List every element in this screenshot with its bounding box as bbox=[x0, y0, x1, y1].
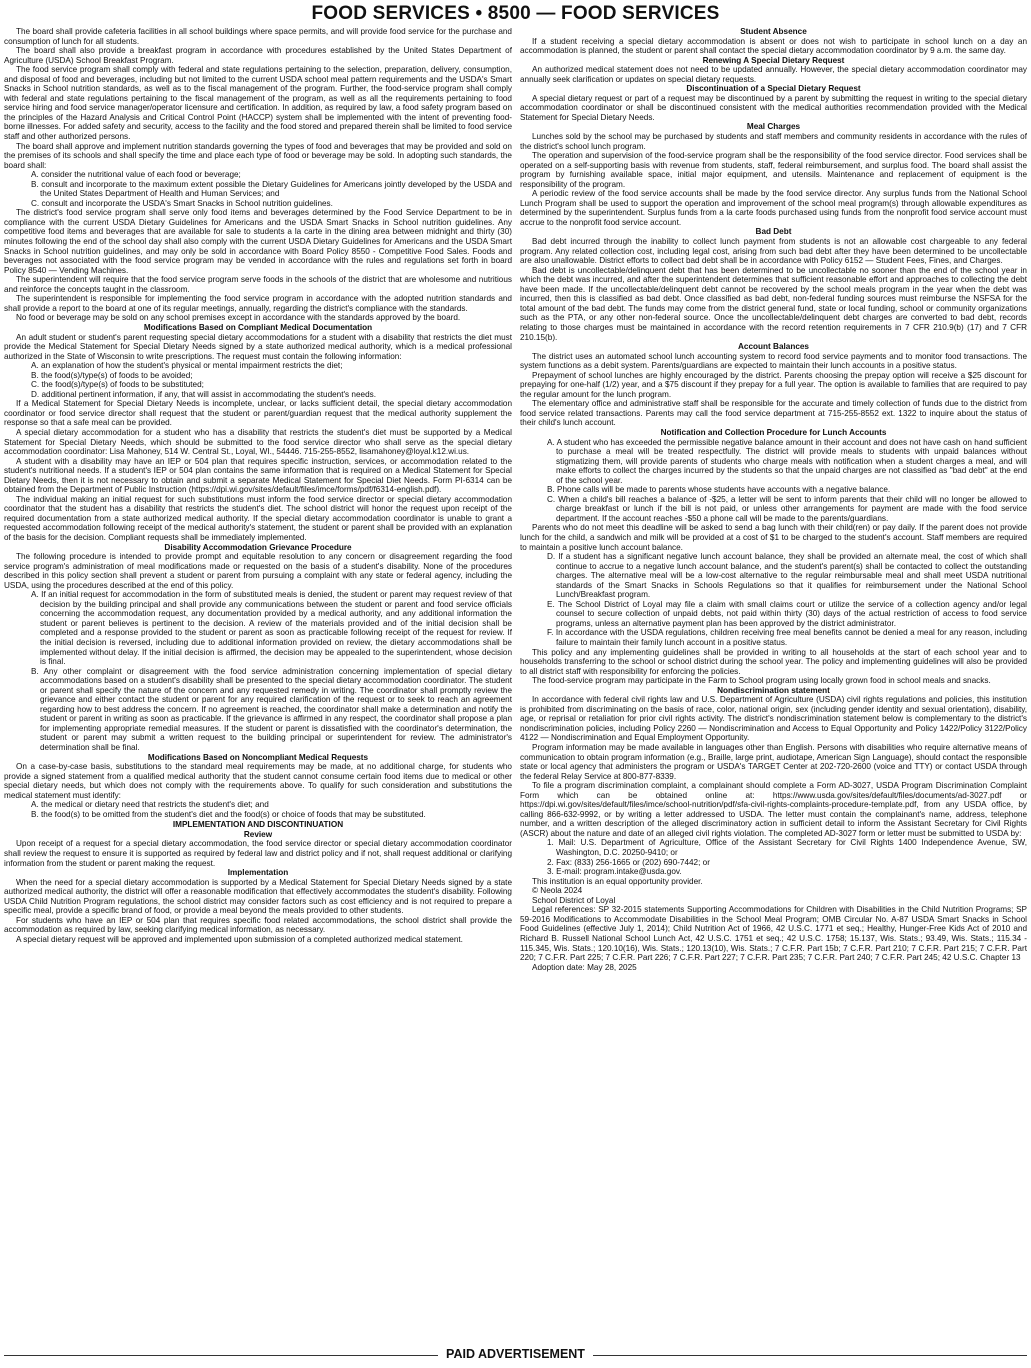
list-item: 3. E-mail: program.intake@usda.gov. bbox=[547, 867, 682, 877]
paragraph: The food service program shall comply with federal and state regulations pertaining to the selection, preparation, delivery, consumption, and disposal of food and beverages, including but not limited to the current USDA school meal pattern requirements and the USDA's Smart Snacks in School nutrition standards, as well as to the fiscal management of the program. Further, the food-service program shall comply with federal and state regulations pertaining to the fiscal management of the program, as well as all the requirements pertaining to food service hiring and food service manager/operator licensure and certification. In addition, as required by law, a food safety program based on the principles of the Hazard Analysis and Critical Control Point (HACCP) system shall be implemented with the intent of preventing food-borne illnesses. For added safety and security, access to the facility and the food stored and prepared therein shall be limited to food service staff and other authorized persons. bbox=[4, 65, 512, 142]
list-item: B. consult and incorporate to the maximum extent possible the Dietary Guidelines for Americans jointly developed by the USDA and the United States Department of Health and Human Services; and bbox=[31, 179, 512, 199]
copyright: © Neola 2024 bbox=[532, 886, 583, 896]
section-heading: Bad Debt bbox=[755, 227, 792, 237]
paragraph: The individual making an initial request for such substitutions must inform the food service director or special dietary accommodation coordinator that the student has a disability that restricts the student's diet. The school district will honor the request upon receipt of the required documentation from a state authorized medical authority. If the special dietary accommodation coordinator is unable to grant a requested accommodation following receipt of the medical authority's statement, the student or parent shall be provided with an explanation of the basis for the decision. Compliant requests shall be immediately implemented. bbox=[4, 494, 512, 542]
list-item: C. When a child's bill reaches a balance of -$25, a letter will be sent to inform parents that their child will no longer be allowed to charge breakfast or lunch if the bill is not paid, or unless other arrangements for payment are made with the food service department. If the account reaches -$50 a phone call will be made to the parents/guardians. bbox=[547, 494, 1027, 523]
paragraph: The district's food service program shall serve only food items and beverages determined by the Food Service Department to be in compliance with the current USDA Dietary Guidelines for Americans and the USDA Smart Snacks in School nutrition guidelines. Any competitive food items and beverages that are available for sale to students a la carte in the dining area between midnight and thirty (30) minutes following the end of the school day shall also comply with the current USDA Dietary Guidelines for Americans and the USDA Smart Snacks in School nutrition guidelines, and may only be sold in accordance with Board Policy 8550 - Competitive Food Sales. Foods and beverages not associated with the food service program may be vended in accordance with the rules and regulations set forth in board Policy 8540 — Vending Machines. bbox=[4, 208, 512, 275]
footer bbox=[0, 1346, 1031, 1366]
legal-references: Legal references: SP 32-2015 statements Supporting Accommodations for Children with Disabilities in the Child Nutrition Programs; SP 59-2016 Modifications to Accommodate Disabilities in the School Meal Program; OMB Circular No. A-87 USDA Smart Snacks in School Food Guidelines (effective July 1, 2014); Child Nutrition Act of 1966, 42 U.S.C. 1771 et seq.; Healthy, Hunger-Free Kids Act of 2010 and Richard B. Russell National School Lunch Act, 42 U.S.C. 1751 et seq.; 42 U.S.C. 1758; 15.137, Wis. Stats.; 93.49, Wis. Stats.; 115.34 - 115.345, Wis. Stats.; 120.10(16), Wis. Stats.; 120.13(10), Wis. Stats.; 7 C.F.R. Part 15b; 7 C.F.R. Part 210; 7 C.F.R. Part 215; 7 C.F.R. Part 220; 7 C.F.R. Part 225; 7 C.F.R. Part 226; 7 C.F.R. Part 227; 7 C.F.R. Part 235; 7 C.F.R. Part 240; 7 C.F.R. Part 245; 42 U.S.C. Chapter 13 bbox=[520, 905, 1027, 963]
list-item: 2. Fax: (833) 256-1665 or (202) 690-7442; or bbox=[547, 857, 710, 867]
section-heading: Meal Charges bbox=[746, 122, 801, 132]
list-item: A. an explanation of how the student's physical or mental impairment restricts the diet; bbox=[31, 361, 343, 371]
paragraph: An authorized medical statement does not need to be updated annually. However, the special dietary accommodation coordinator may annually seek clarification or updates on special dietary requests. bbox=[520, 65, 1027, 84]
paragraph: Bad debt is uncollectable/delinquent debt that has been determined to be uncollectable no sooner than the end of the school year in which the debt was incurred, and after the superintendent determines that sufficient reasonable effort and approaches to collecting the debt have been made. If the uncollectable/delinquent debt cannot be recovered by the school meals program in the year when the debt was incurred, then this is classified as bad debt. Once classified as bad debt, non-federal funding sources must reimburse the NSFSA for the total amount of the bad debt. The funds may come from the district general fund, state or local funding, school or community organizations such as the PTA, or any other non-federal source. Once the uncollectable/delinquent debt charges are converted to bad debt, records relating to those charges must be maintained in accordance with the record retention requirements in 7 CFR 210.9(b) (17) and 7 CFR 210.15(b). bbox=[520, 265, 1027, 342]
paragraph: A special dietary request or part of a request may be discontinued by a parent by submitting the request in writing to the special dietary accommodation coordinator or shall be discontinued consistent with the medical authorities recommendation provided with the Medical Statement for Special Dietary Needs. bbox=[520, 93, 1027, 122]
paragraph: No food or beverage may be sold on any school premises except in accordance with the standards approved by the board. bbox=[16, 313, 461, 323]
list-item: C. the food(s)/type(s) of foods to be substituted; bbox=[31, 380, 204, 390]
list-item: D. additional pertinent information, if any, that will assist in accommodating the student's needs. bbox=[31, 389, 377, 399]
paragraph: Parents who do not meet this deadline will be asked to send a bag lunch with their child(ren) or pay daily. If the parent does not provide lunch for the child, a sandwich and milk will be provided at a cost of $1 to be charged to the student's account. Staff members are required to maintain a positive lunch account balance. bbox=[520, 523, 1027, 552]
subsection-heading: Review bbox=[243, 829, 273, 839]
paragraph: A student with a disability may have an IEP or 504 plan that requires specific instruction, services, or accommodation related to the student's nutritional needs. If a student's IEP or 504 plan contains the same information that is required on a Medical Statement for Special Dietary Needs, then it is not necessary to obtain and submit a separate Medical Statement for Special Diet Needs. Form PI-6314 can be obtained from the Department of Public Instruction (https://dpi.wi.gov/sites/default/files/imce/forms/pdf/f6314-english.pdf). bbox=[4, 456, 512, 495]
list-item: E. The School District of Loyal may file a claim with small claims court or utilize the service of a collection agency and/or legal counsel to secure collection of unpaid debts, not paid within thirty (30) days of the actual restriction of access to food service programs, unless an alternative payment plan has been approved by the district administrator. bbox=[547, 599, 1027, 628]
paragraph: The elementary office and administrative staff shall be responsible for the accurate and timely collection of funds due to the district from food service related transactions. Parents may call the food service department at 715-255-8552 ext. 1322 to inquire about the status of their child's lunch account. bbox=[520, 399, 1027, 428]
paragraph: Lunches sold by the school may be purchased by students and staff members and community residents in accordance with the rules of the district's school lunch program. bbox=[520, 132, 1027, 151]
paragraph: An adult student or student's parent requesting special dietary accommodations for a student with a disability that restricts the diet must provide the Medical Statement for Special Dietary Needs signed by a state authorized medical authority, which is a medical professional authorized in the State of Wisconsin to write prescriptions. The request must contain the following information: bbox=[4, 332, 512, 361]
paragraph: In accordance with federal civil rights law and U.S. Department of Agriculture (USDA) civil rights regulations and policies, this institution is prohibited from discriminating on the basis of race, color, national origin, sex (including gender identity and sexual orientation), disability, age, or reprisal or retaliation for prior civil rights activity. The district's nondiscrimination statement below is complementary to the district's nondiscrimination policies, including Policy 2260 — Nondiscrimination and Access to Equal Opportunity and Policy 1422/Policy 3122/Policy 4122 — Nondiscrimination and Equal Employment Opportunity. bbox=[520, 695, 1027, 743]
list-item: D. If a student has a significant negative lunch account balance, they shall be provided an alternate meal, the cost of which shall continue to accrue to a negative lunch account balance, and the student's parent(s) shall be contacted to collect the outstanding charges. The alternative meal will be a low-cost alternative to the regular reimbursable meal and shall meet USDA nutritional standards of the Smart Snacks in Schools Regulations so that it qualifies for reimbursement under the National School Lunch/Breakfast program. bbox=[547, 552, 1027, 600]
paragraph: For students who have an IEP or 504 plan that requires specific food related accommodations, the school district shall provide the accommodation as required by law, seeking clarifying medical information, as necessary. bbox=[4, 915, 512, 935]
list-item: B. Phone calls will be made to parents whose students have accounts with a negative balance. bbox=[547, 485, 891, 495]
paragraph: Bad debt incurred through the inability to collect lunch payment from students is not an allowable cost chargeable to any federal program. Any related collection cost, including legal cost, arising from such bad debt after they have been determined to be uncollectable are also unallowable. District efforts to collect bad debt shall be in accordance with Policy 6152 — Student Fees, Fines, and Charges. bbox=[520, 237, 1027, 266]
right-column bbox=[520, 27, 1027, 1349]
collection-list bbox=[520, 438, 1027, 524]
collection-list-continued bbox=[520, 552, 1027, 647]
paid-advertisement-label: PAID ADVERTISEMENT bbox=[438, 1347, 593, 1361]
paragraph: If a Medical Statement for Special Dietary Needs is incomplete, unclear, or lacks sufficient detail, the special dietary accommodation coordinator or food service director shall request that the student or parent/guardian request that the medical authority supplement the response so that a safe meal can be provided. bbox=[4, 399, 512, 428]
list-item: A. the medical or dietary need that restricts the student's diet; and bbox=[31, 800, 269, 810]
list-item: B. Any other complaint or disagreement with the food service administration concerning implementation of special dietary accommodations based on a student's disability shall be presented to the special dietary accommodation coordinator. The student or parent shall specify the nature of the concern and any requested remedy in writing. The coordinator shall promptly review the grievance and either contact the student or parent for any required clarification of the request or to seek to reach an agreement regarding how to best address the concern. If no agreement is reached, the coordinator shall make a determination and notify the student or parent in writing as soon as practicable. If the grievance is affirmed in any respect, the coordinator shall propose a plan for implementing appropriate remedial measures. If the student or parent is dissatisfied with the coordinator's determination, the student or parent may submit a written request to the building principal or superintendent for review. The administrator's determination shall be final. bbox=[31, 666, 512, 753]
paragraph: Program information may be made available in languages other than English. Persons with disabilities who require alternative means of communication to obtain program information (e.g., Braille, large print, audiotape, American Sign Language), should contact the responsible state or local agency that administers the program or USDA's TARGET Center at 202-720-2600 (voice and TTY) or contact USDA through the federal Relay Service at 800-877-8339. bbox=[520, 743, 1027, 781]
list-item: C. consult and incorporate the USDA's Smart Snacks in School nutrition guidelines. bbox=[31, 198, 333, 208]
paragraph: The following procedure is intended to provide prompt and equitable resolution to any concern or disagreement regarding the food service program's administration of meal modifications made or requested on the basis of a student's disability. None of the procedures described in this policy section shall prevent a student or parent from pursuing a complaint with any state or federal agency, including the USDA, using the procedures described at the end of this policy. bbox=[4, 552, 512, 590]
paragraph: Upon receipt of a request for a special dietary accommodation, the food service director or special dietary accommodation coordinator shall review the request to ensure it is supported as required by federal law and district policy and if not, shall request additional or clarifying information from the student or parent making the request. bbox=[4, 839, 512, 868]
paragraph: This policy and any implementing guidelines shall be provided in writing to all households at the start of each school year and to households transferring to the school or school district during the school year. The policy and implementing guidelines will also be provided to all district staff with responsibility for enforcing the policies. bbox=[520, 647, 1027, 676]
section-heading: Student Absence bbox=[740, 27, 807, 36]
standards-list bbox=[4, 170, 512, 208]
section-heading: Notification and Collection Procedure for Lunch Accounts bbox=[660, 427, 887, 437]
identify-list bbox=[4, 800, 512, 819]
paragraph: The food-service program may participate in the Farm to School program using locally grown food in school meals and snacks. bbox=[532, 676, 991, 686]
paragraph: A special dietary accommodation for a student who has a disability that restricts the student's diet must be supported by a Medical Statement for Special Dietary Needs, which should be submitted to the food service director who shall serve as the special dietary accommodation coordinator: Lisa Mahoney, 514 W. Central St., Loyal, WI., 54446. 715-255-8552, lisamahoney@loyal.k12.wi.us. bbox=[4, 427, 512, 457]
list-item: 1. Mail: U.S. Department of Agriculture, Office of the Assistant Secretary for Civil Rights 1400 Independence Avenue, SW, Washington, D.C. 20250-9410; or bbox=[547, 838, 1027, 858]
list-item: B. the food(s)/type(s) of foods to be avoided; bbox=[31, 370, 193, 380]
adoption-date: Adoption date: May 28, 2025 bbox=[532, 962, 637, 972]
page-title: FOOD SERVICES • 8500 — FOOD SERVICES bbox=[311, 3, 720, 24]
paragraph: To file a program discrimination complaint, a complainant should complete a Form AD-3027, USDA Program Discrimination Complaint Form which can be obtained online at: https://www.usda.gov/sites/default/files/documents/ad-3027.pdf or https://dpi.wi.gov/sites/default/files/imce/school-nutrition/pdf/sfa-civil-rights-complaints-procedure-template.pdf, from any USDA office, by calling 866-632-9992, or by writing a letter addressed to USDA. The letter must contain the complainant's name, address, telephone number, and a written description of the alleged discriminatory action in sufficient detail to inform the Assistant Secretary for Civil Rights (ASCR) about the nature and date of an alleged civil rights violation. The completed AD-3027 form or letter must be submitted to USDA by: bbox=[520, 781, 1027, 838]
paragraph: If a student receiving a special dietary accommodation is absent or does not wish to participate in school lunch on a day an accommodation is planned, the student or parent shall contact the special dietary accommodation coordinator by 9 a.m. the same day. bbox=[520, 36, 1027, 56]
list-item: A. consider the nutritional value of each food or beverage; bbox=[31, 170, 241, 180]
paragraph: The superintendent is responsible for implementing the food service program in accordance with the adopted nutrition standards and shall provide a report to the board at one of its regular meetings, annually, regarding the district's compliance with the standards. bbox=[4, 294, 512, 313]
section-heading: Disability Accommodation Grievance Procedure bbox=[164, 542, 352, 552]
section-heading: Modifications Based on Compliant Medical Documentation bbox=[143, 322, 373, 332]
paragraph: The board shall provide cafeteria facilities in all school buildings where space permits, and will provide food service for the purchase and consumption of lunch for all students. bbox=[4, 27, 512, 46]
section-heading: Discontinuation of a Special Dietary Request bbox=[686, 84, 861, 94]
paragraph: When the need for a special dietary accommodation is supported by a Medical Statement for Special Dietary Needs signed by a state authorized medical authority, the district will offer a reasonable modification that effectively accommodates the student's disability. Following USDA Child Nutrition Program regulations, the school district may consider factors such as cost efficiency and is not required to prepare a specific meal, provide a specific brand of food, or provide a meal beyond the meals provided to other students. bbox=[4, 877, 512, 916]
paragraph: On a case-by-case basis, substitutions to the standard meal requirements may be made, at no additional charge, for students who provide a signed statement from a qualified medical authority that the student cannot consume certain food items due to medical or other special dietary needs, but which does not comply with the requirements above. To qualify for such consideration and substitutions the medical statement must identify: bbox=[4, 762, 512, 800]
request-info-list bbox=[4, 361, 512, 399]
list-item: A. A student who has exceeded the permissible negative balance amount in their account and does not have cash on hand sufficient to purchase a meal will be treated respectfully. The district will provide meals to students with unpaid balances without stigmatizing them, will provide parents of students who charge meals with notification when a student charges a meal, and will make efforts to collect the charges incurred by the students so that the unpaid charges are not classified as "bad debt" at the end of the school year. bbox=[547, 437, 1027, 485]
paragraph: The superintendent will require that the food service program serve foods in the schools of the district that are wholesome and nutritious and reinforce the concepts taught in the classroom. bbox=[4, 275, 512, 294]
section-heading: Renewing A Special Dietary Request bbox=[702, 55, 845, 65]
paragraph: A periodic review of the food service accounts shall be made by the food service director. Any surplus funds from the National School Lunch Program shall be used to support the operation and improvement of the school meal program(s) through allowable expenditures as determined by the superintendent. Surplus funds from a la carte foods purchased using funds from the nonprofit food service account must accrue to the nonprofit food service account. bbox=[520, 189, 1027, 227]
section-heading: IMPLEMENTATION AND DISCONTINUATION bbox=[172, 820, 344, 830]
subsection-heading: Implementation bbox=[227, 868, 289, 878]
section-heading: Account Balances bbox=[738, 342, 809, 352]
paragraph: A special dietary request will be approved and implemented upon submission of a completed authorized medical statement. bbox=[16, 934, 463, 944]
section-heading: Nondiscrimination statement bbox=[717, 685, 830, 695]
paragraph: The board shall approve and implement nutrition standards governing the types of food and beverages that may be provided and sold on the premises of its schools and shall specify the time and place each type of food or beverage may be sold. In adopting such standards, the board shall: bbox=[4, 141, 512, 170]
section-heading: Modifications Based on Noncompliant Medical Requests bbox=[147, 752, 369, 762]
paragraph: The district uses an automated school lunch accounting system to record food service payments and to monitor food transactions. The system functions as a debit system. Parents/guardians are expected to maintain their lunch accounts in a positive status. bbox=[520, 351, 1027, 371]
paragraph: The operation and supervision of the food-service program shall be the responsibility of the food service director. Food services shall be operated on a self-supporting basis with revenue from students, staff, federal reimbursement, and surplus food. The board shall assist the program by furnishing available space, initial major equipment, and utensils. Maintenance and replacement of equipment is the responsibility of the program. bbox=[520, 151, 1027, 189]
paragraph: Prepayment of school lunches are highly encouraged by the district. Parents choosing the prepay option will receive a $25 discount for prepaying for one-half (1/2) year, and a $75 discount if they prepay for a full year. The option is available to families that are required to pay the regular amount for the lunch program. bbox=[520, 370, 1027, 399]
equal-opportunity-line: This institution is an equal opportunity provider. bbox=[532, 876, 703, 886]
list-item: F. In accordance with the USDA regulations, children receiving free meal benefits cannot be denied a meal for any reason, including failure to maintain their family lunch account in a positive status. bbox=[547, 628, 1027, 647]
submission-methods-list bbox=[520, 838, 1027, 876]
district-name: School District of Loyal bbox=[532, 895, 616, 905]
list-item: B. the food(s) to be omitted from the student's diet and the food(s) or choice of foods that may be substituted. bbox=[31, 809, 426, 819]
left-column bbox=[4, 27, 512, 1349]
list-item: A. If an initial request for accommodation in the form of substituted meals is denied, the student or parent may request review of that decision by the building principal and shall provide any communications between the student or parent and food service officials concerning the accommodation request, any documentation provided by a medical authority, and any additional information the student or parent believes is pertinent to the decision. A review of the materials provided and of the initial decision shall be completed and a response provided to the student or parent as soon as practicable following receipt of the request for review. If the initial decision is reversed, including due to additional information provided on review, the dietary accommodations shall be implemented without delay. If the initial decision is affirmed, the decision may be appealed to the superintendent, whose decision is final. bbox=[31, 590, 512, 667]
grievance-list bbox=[4, 590, 512, 752]
paragraph: The board shall also provide a breakfast program in accordance with procedures established by the United States Department of Agriculture (USDA) School Breakfast Program. bbox=[4, 46, 512, 65]
